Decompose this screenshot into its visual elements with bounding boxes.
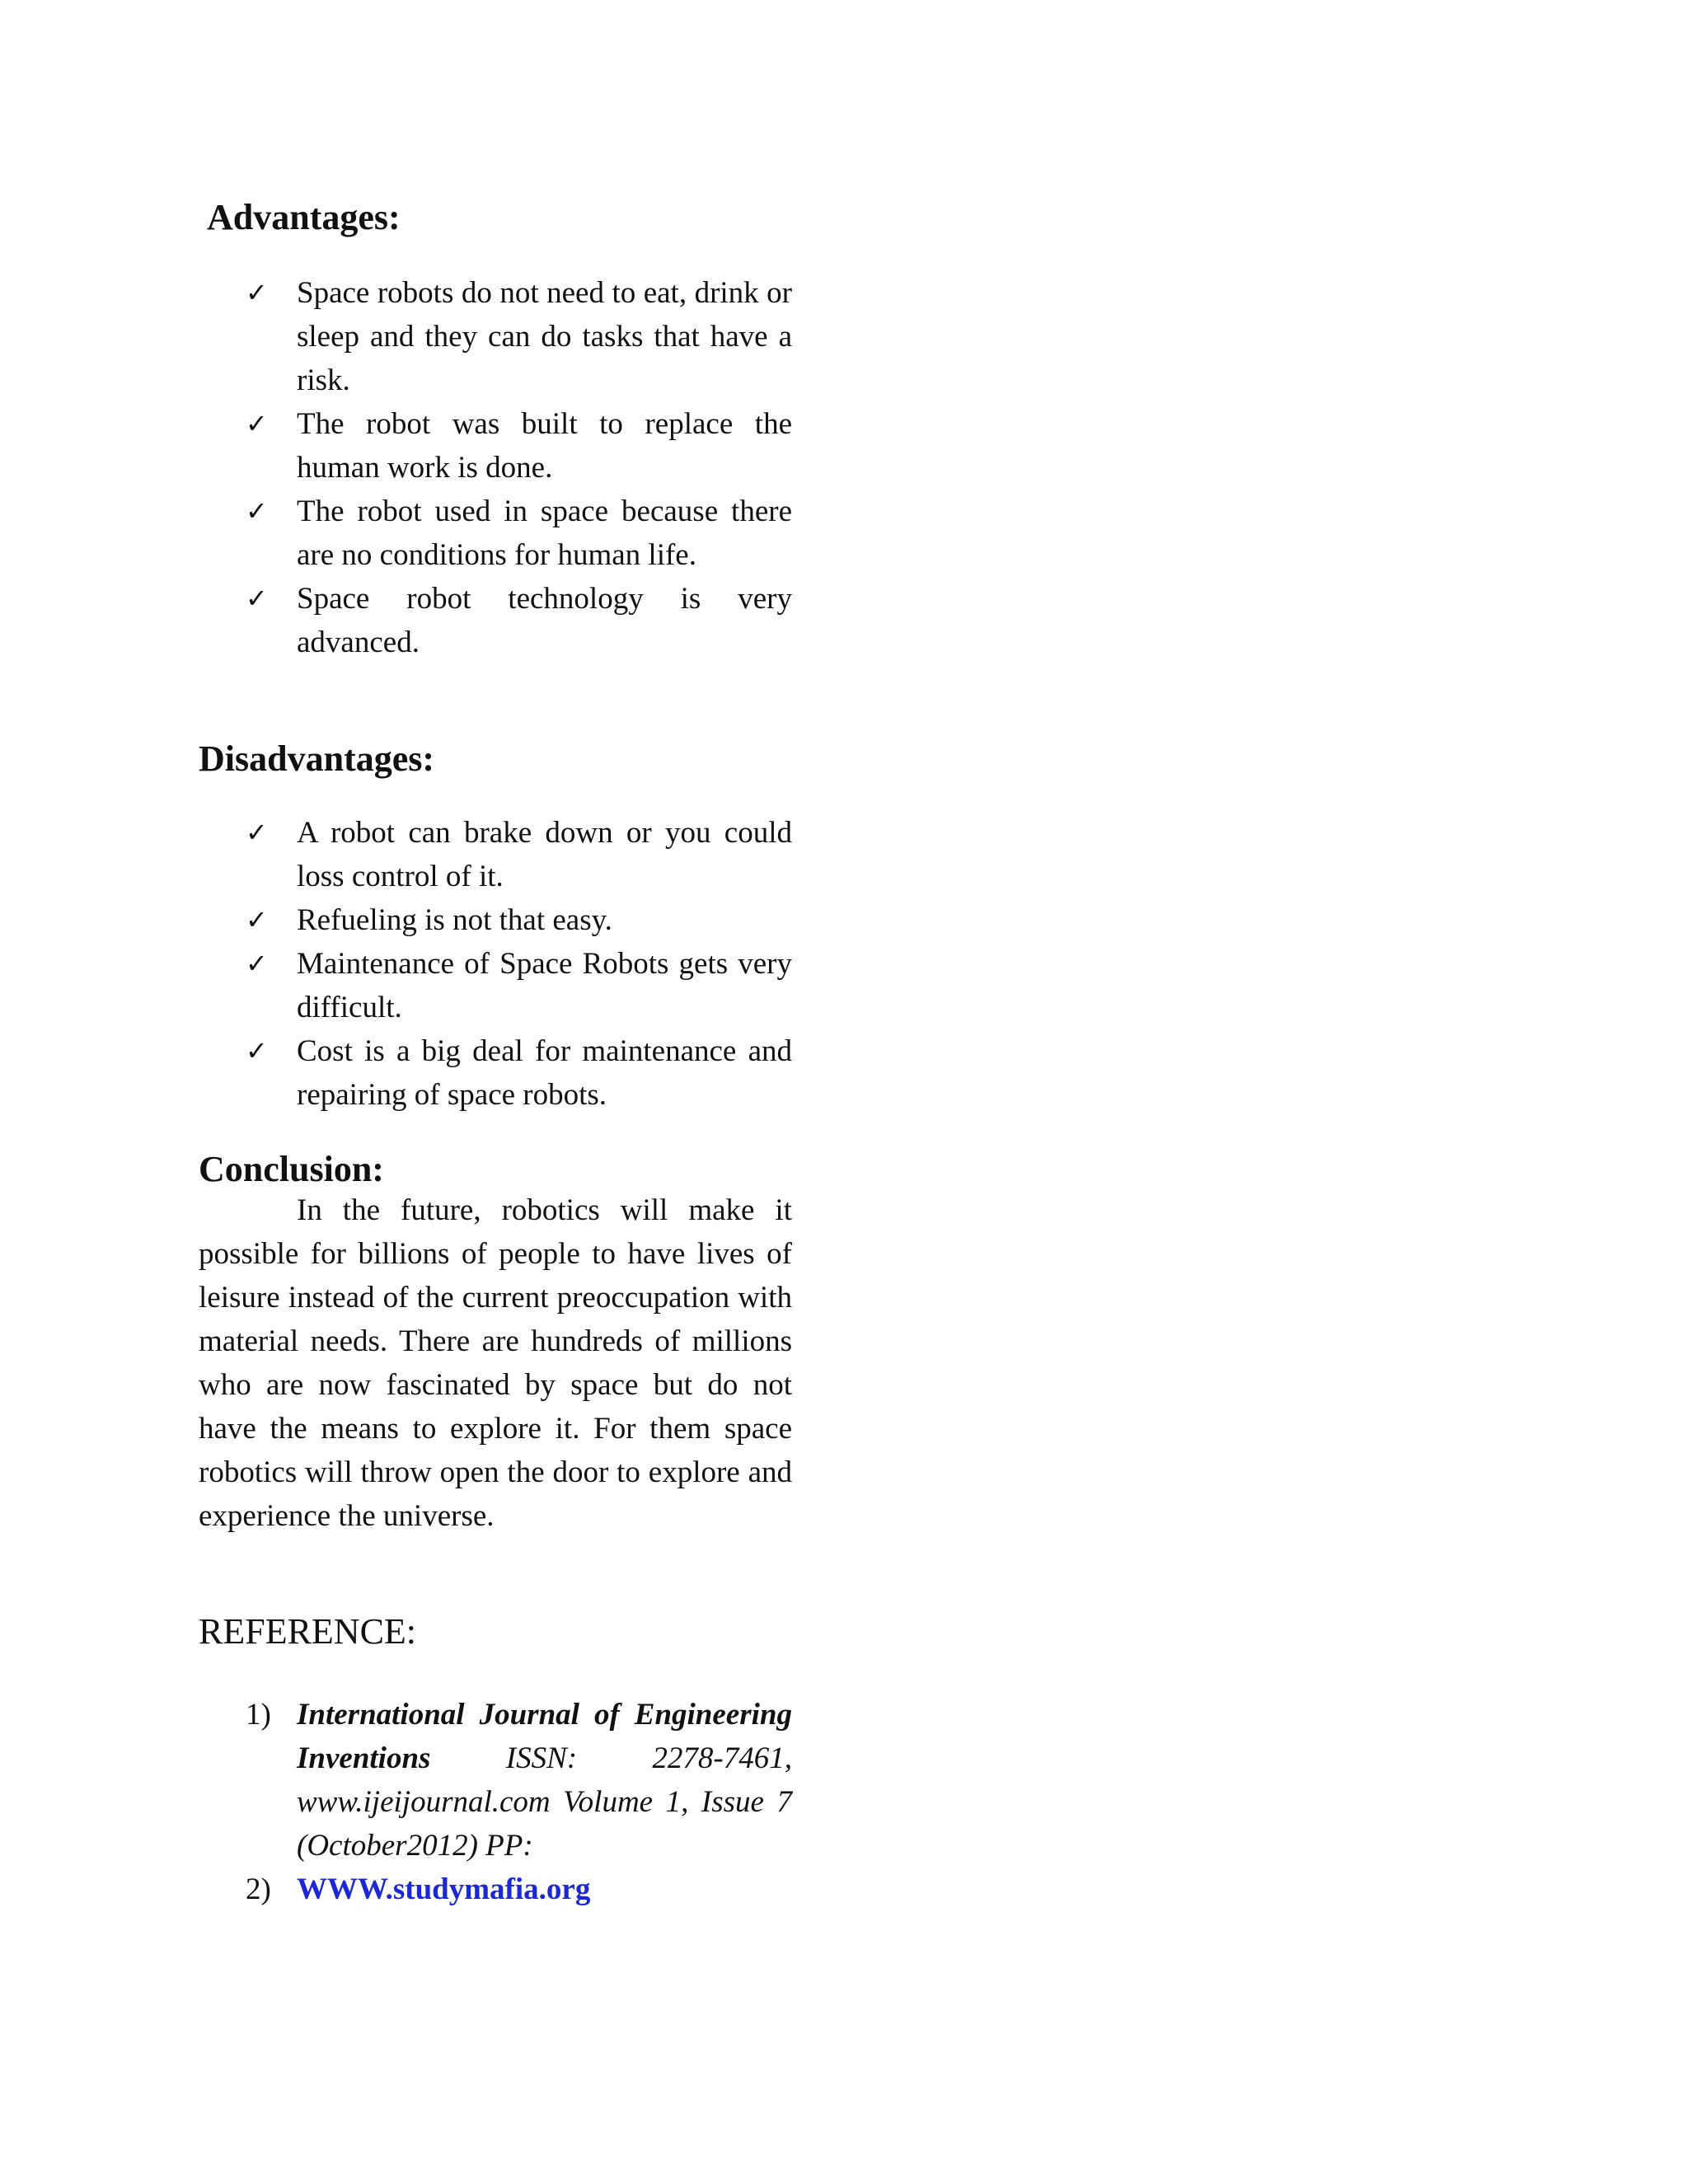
reference-journal-details: ISSN: 2278-7461, www.ijeijournal.com Volume 1, Issue 7 (October2012) PP: xyxy=(297,1741,792,1863)
list-item xyxy=(199,898,792,942)
studymafia-link[interactable]: WWW.studymafia.org xyxy=(297,1872,591,1906)
check-mark-icon: ✓ xyxy=(246,583,268,614)
disadvantages-list xyxy=(199,811,792,1117)
reference-heading: REFERENCE: xyxy=(199,1611,417,1652)
list-item-text: Maintenance of Space Robots gets very difficult. xyxy=(297,947,792,1024)
check-mark-icon: ✓ xyxy=(246,948,268,979)
reference-number: 2) xyxy=(246,1872,271,1906)
check-mark-icon: ✓ xyxy=(246,904,268,935)
reference-list xyxy=(199,1693,792,1911)
check-mark-icon: ✓ xyxy=(246,408,268,439)
check-mark-icon: ✓ xyxy=(246,277,268,308)
list-item-text: Refueling is not that easy. xyxy=(297,903,612,937)
list-item xyxy=(199,1029,792,1117)
reference-journal-title: International Journal of Engineering Inventions xyxy=(297,1698,792,1775)
reference-item xyxy=(199,1693,792,1868)
conclusion-paragraph: In the future, robotics will make it possible for billions of people to have lives of leisure instead of the current preoccupation with material needs. There are hundreds of millions who are now fascinated by space but do not have the means to explore it. For them space robotics will throw open the door to explore and experience the universe. xyxy=(199,1193,792,1533)
list-item-text: The robot used in space because there are no conditions for human life. xyxy=(297,494,792,572)
list-item-text: A robot can brake down or you could loss control of it. xyxy=(297,816,792,893)
list-item xyxy=(199,402,792,490)
list-item-text: Cost is a big deal for maintenance and repairing of space robots. xyxy=(297,1034,792,1112)
list-item xyxy=(199,271,792,402)
list-item xyxy=(199,811,792,898)
advantages-heading: Advantages: xyxy=(207,197,401,237)
list-item xyxy=(199,577,792,664)
list-item-text: Space robots do not need to eat, drink or sleep and they can do tasks that have a risk. xyxy=(297,276,792,397)
list-item xyxy=(199,942,792,1029)
list-item-text: Space robot technology is very advanced. xyxy=(297,582,792,659)
advantages-list xyxy=(199,271,792,664)
check-mark-icon: ✓ xyxy=(246,1035,268,1066)
conclusion-heading: Conclusion: xyxy=(199,1149,384,1189)
disadvantages-heading: Disadvantages: xyxy=(199,738,435,779)
list-item xyxy=(199,490,792,577)
check-mark-icon: ✓ xyxy=(246,817,268,848)
reference-number: 1) xyxy=(246,1698,271,1732)
check-mark-icon: ✓ xyxy=(246,495,268,527)
list-item-text: The robot was built to replace the human work is done. xyxy=(297,407,792,485)
reference-item xyxy=(199,1868,792,1911)
